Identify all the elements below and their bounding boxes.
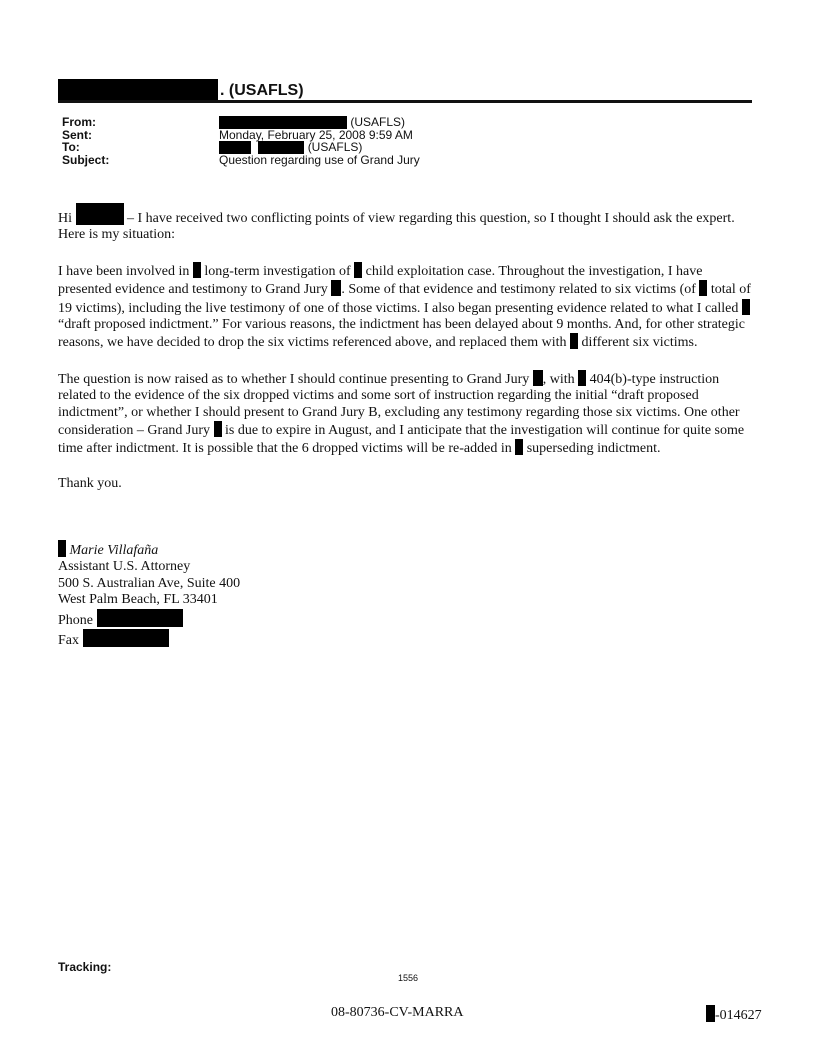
signature-name-line <box>58 540 240 559</box>
body-text-fragment: different six victims. <box>581 335 698 351</box>
signature-block <box>58 540 240 649</box>
redaction-block <box>97 609 183 627</box>
subject-row <box>62 154 662 167</box>
redaction-block <box>214 421 222 437</box>
body-text-fragment: , with <box>542 371 575 387</box>
fax-label: Fax <box>58 633 79 649</box>
signature-title: Assistant U.S. Attorney <box>58 559 191 575</box>
redaction-block <box>354 262 362 278</box>
redaction-block <box>706 1005 715 1022</box>
redaction-block <box>76 203 124 225</box>
subject-label: Subject: <box>62 152 110 167</box>
redaction-block <box>193 262 201 278</box>
redaction-block <box>578 370 586 386</box>
signature-address-line-2: West Palm Beach, FL 33401 <box>58 592 218 608</box>
subject-value: Question regarding use of Grand Jury <box>219 152 420 167</box>
page-number: 1556 <box>398 973 419 983</box>
body-text-fragment: child exploitation case. Throughout the investigation, I have presented evidence and testimony to Grand Jury <box>58 263 703 298</box>
redaction-block <box>58 540 66 557</box>
body-text-fragment: The question is now raised as to whether I should continue presenting to Grand Jury <box>58 371 530 387</box>
email-header <box>62 116 662 166</box>
signature-phone-line <box>58 609 240 629</box>
body-text-fragment: total of 19 victims), including the live testimony of one of those victims. I also began presenting evidence related to what I called <box>58 282 751 316</box>
body-text-fragment: 404(b)-type instruction related to the evidence of the six dropped victims and some sort of instruction regarding the initial “draft proposed indictment”, or whether I should present to Grand Jury B, excluding any testimony regarding those six victims. One other consideration – Grand Jury <box>58 371 740 439</box>
signature-address-line-1: 500 S. Australian Ave, Suite 400 <box>58 575 241 591</box>
body-text-fragment: is due to expire in August, and I anticipate that the investigation will continue for quite some time after indictment. It is possible that the 6 dropped victims will be re-added in <box>58 423 745 457</box>
body-paragraph-2 <box>58 262 758 352</box>
body-text-fragment: “draft proposed indictment.” For various reasons, the indictment has been delayed about 9 months. And, for other strategic reasons, we have decided to drop the six victims referenced above, and replaced them with <box>58 317 745 351</box>
redaction-block <box>83 629 169 647</box>
redaction-block <box>570 333 578 349</box>
email-title: . (USAFLS) <box>220 82 304 99</box>
redaction-block <box>515 439 523 455</box>
body-paragraph-4: Thank you. <box>58 475 122 491</box>
sent-value: Monday, February 25, 2008 9:59 AM <box>219 127 413 142</box>
body-text-fragment: – I have received two conflicting points of view regarding this question, so I thought I should ask the expert. Here is my situation: <box>58 211 735 243</box>
body-text-fragment: Hi <box>58 211 72 226</box>
from-row <box>62 116 662 129</box>
to-row <box>62 141 662 154</box>
sent-label: Sent: <box>62 127 92 142</box>
redaction-block <box>533 370 543 386</box>
bates-number <box>706 1005 762 1024</box>
email-title-bar <box>58 79 752 101</box>
body-paragraph-3 <box>58 370 758 458</box>
redaction-block <box>58 79 218 101</box>
body-paragraph-1 <box>58 203 758 244</box>
body-text-fragment: . Some of that evidence and testimony related to six victims (of <box>341 282 696 298</box>
from-suffix: (USAFLS) <box>350 115 406 129</box>
to-label: To: <box>62 140 80 154</box>
from-label: From: <box>62 115 96 129</box>
body-text-fragment: superseding indictment. <box>526 441 661 457</box>
bates-number-text: -014627 <box>715 1008 762 1023</box>
title-divider <box>58 100 752 103</box>
body-text-fragment: long-term investigation of <box>204 263 351 279</box>
email-body <box>58 203 758 510</box>
redaction-block <box>742 299 750 315</box>
phone-label: Phone <box>58 612 93 628</box>
redaction-block <box>331 280 341 296</box>
tracking-label: Tracking: <box>58 960 112 974</box>
case-number: 08-80736-CV-MARRA <box>331 1005 464 1020</box>
signature-fax-line <box>58 629 240 649</box>
signature-name: Marie Villafaña <box>69 543 159 558</box>
to-suffix: (USAFLS) <box>307 140 363 154</box>
body-text-fragment: I have been involved in <box>58 263 190 279</box>
redaction-block <box>699 280 707 296</box>
